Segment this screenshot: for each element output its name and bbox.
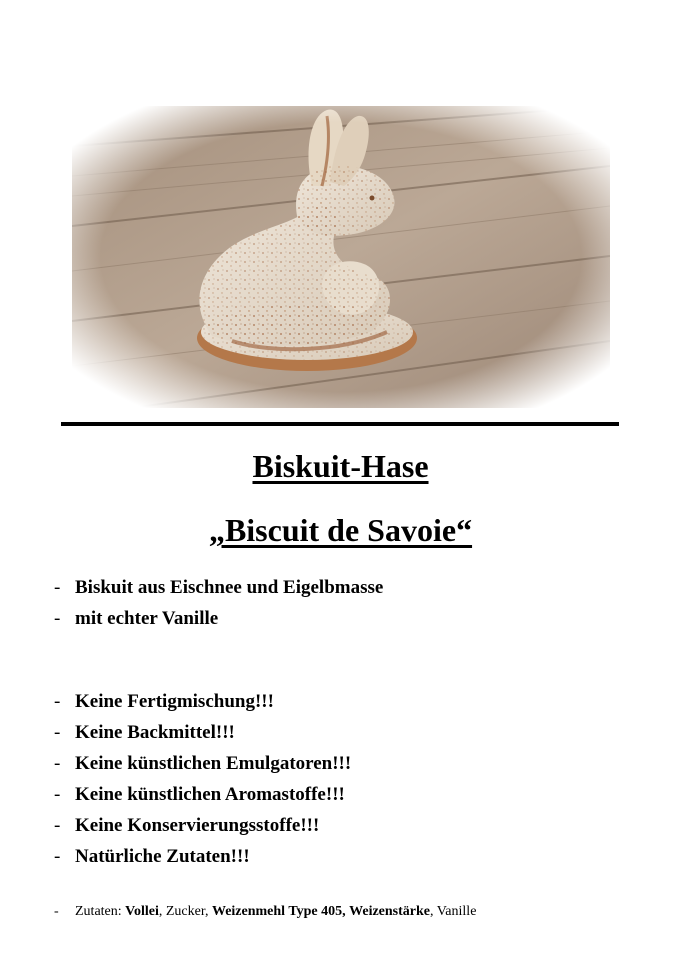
bullet-dash: - — [54, 904, 59, 919]
list-item — [54, 686, 351, 717]
horizontal-divider — [61, 422, 619, 426]
bullet-dash: - — [54, 577, 61, 598]
claim-text: Keine künstlichen Aromastoffe!!! — [75, 784, 345, 805]
bullet-dash: - — [54, 691, 61, 712]
bullet-dash: - — [54, 753, 61, 774]
claims-list — [54, 686, 351, 872]
ingredients-label: Zutaten: — [75, 904, 122, 919]
feature-list — [54, 572, 383, 634]
claim-text: Keine Backmittel!!! — [75, 722, 235, 743]
ingredient-item: Vanille — [436, 904, 477, 919]
bullet-dash: - — [54, 846, 61, 867]
page-subtitle: „Biscuit de Savoie“ — [208, 512, 473, 548]
bullet-dash: - — [54, 815, 61, 836]
bullet-dash: - — [54, 608, 61, 629]
list-item — [54, 748, 351, 779]
biscuit-rabbit-photo — [72, 106, 610, 408]
page-title: Biskuit-Hase — [252, 448, 429, 484]
ingredient-item: Weizenmehl Type 405 — [211, 904, 343, 919]
ingredients-line: - Zutaten: Vollei, Zucker, Weizenmehl Type 405, Weizenstärke, Vanille — [54, 904, 477, 919]
list-item — [54, 841, 351, 872]
claim-text: Keine künstlichen Emulgatoren!!! — [75, 753, 352, 774]
list-item — [54, 603, 383, 634]
ingredient-item: Zucker — [165, 904, 205, 919]
bullet-dash: - — [54, 784, 61, 805]
claim-text: Keine Konservierungsstoffe!!! — [75, 815, 320, 836]
claim-text: Keine Fertigmischung!!! — [75, 691, 274, 712]
ingredient-item: Vollei — [125, 904, 159, 919]
claim-text: Natürliche Zutaten!!! — [75, 846, 250, 867]
feature-text: Biskuit aus Eischnee und Eigelbmasse — [75, 577, 384, 598]
list-item — [54, 779, 351, 810]
list-item — [54, 810, 351, 841]
list-item — [54, 717, 351, 748]
list-item — [54, 572, 383, 603]
bullet-dash: - — [54, 722, 61, 743]
ingredient-item: Weizenstärke — [349, 904, 430, 919]
feature-text: mit echter Vanille — [75, 608, 219, 629]
